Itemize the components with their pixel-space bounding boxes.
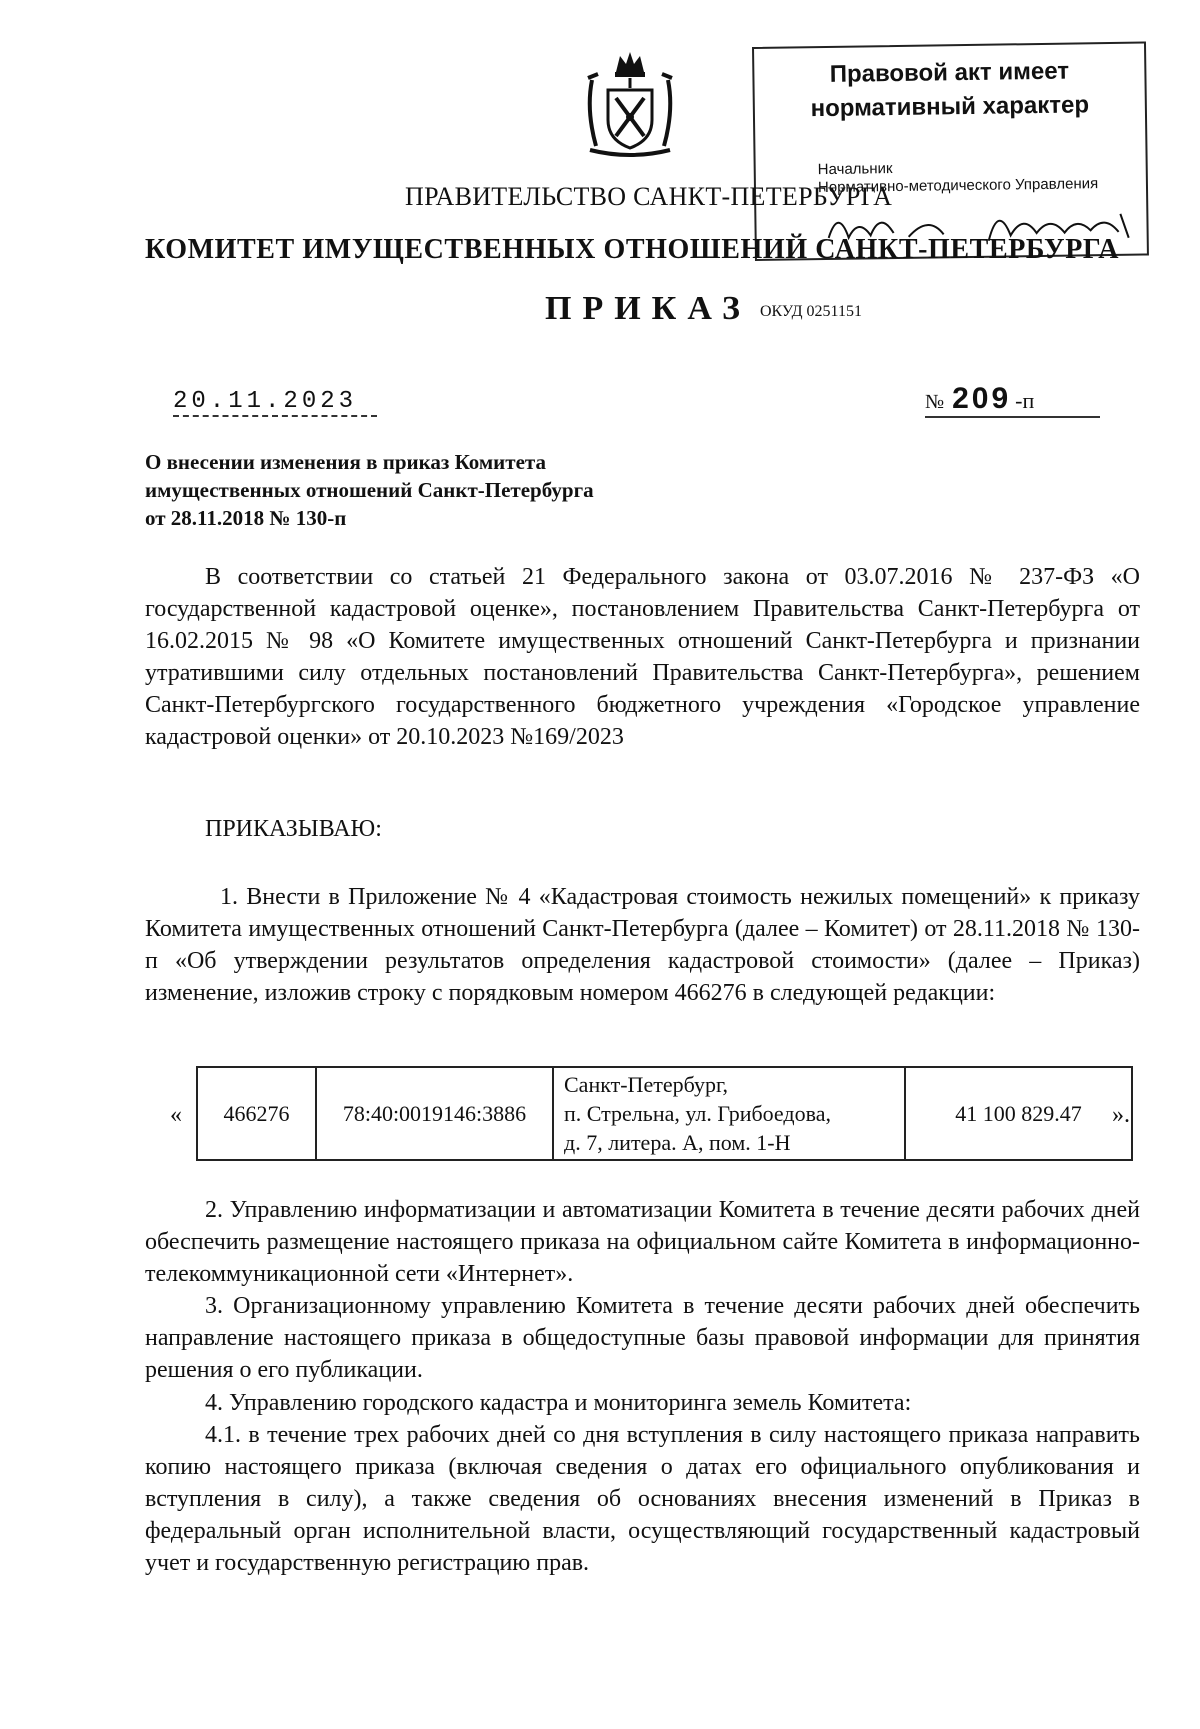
item-4-1-paragraph: 4.1. в течение трех рабочих дней со дня вступления в силу настоящего приказа направить копию настоящего приказа (включая сведения о датах его официального опубликования и вступления в силу), а также сведения об основаниях внесения изменений в Приказ в федеральный орган исполнительной власти, осуществляющий государственный кадастровый учет и государственную регистрацию прав. xyxy=(145,1422,1140,1576)
item-1-paragraph: 1. Внести в Приложение № 4 «Кадастровая стоимость нежилых помещений» к приказу Комитета имущественных отношений Санкт-Петербурга (далее – Комитет) от 28.11.2018 № 130-п «Об утверждении результатов определения кадастровой стоимости» (далее – Приказ) изменение, изложив строку с порядковым номером 466276 в следующей редакции: xyxy=(145,884,1140,1006)
item-2-paragraph: 2. Управлению информатизации и автоматизации Комитета в течение десяти рабочих дней обеспечить размещение настоящего приказа на официальном сайте Комитета в информационно-телекоммуникационной сети «Интернет». xyxy=(145,1197,1140,1287)
document-type-title: ПРИКАЗ xyxy=(545,290,751,327)
table-row xyxy=(197,1067,1132,1160)
number-suffix: -п xyxy=(1015,388,1035,413)
document-date: 20.11.2023 xyxy=(173,388,377,417)
stamp-title-line1: Правовой акт имеет xyxy=(829,57,1070,88)
subject-line2: имущественных отношений Санкт-Петербурга xyxy=(145,478,594,502)
table-quote-close: ». xyxy=(1112,1102,1130,1128)
normative-act-stamp xyxy=(752,41,1149,260)
cell-cadastral-number: 78:40:0019146:3886 xyxy=(316,1067,553,1160)
address-line1: Санкт-Петербург, xyxy=(564,1072,728,1097)
coat-of-arms-emblem xyxy=(582,50,678,158)
item-3-paragraph: 3. Организационному управлению Комитета в течение десяти рабочих дней обеспечить направление настоящего приказа в общедоступные базы правовой информации для принятия решения о его публикации. xyxy=(145,1293,1140,1383)
government-heading: ПРАВИТЕЛЬСТВО САНКТ-ПЕТЕРБУРГА xyxy=(405,182,893,211)
stamp-position-line1: Начальник xyxy=(817,160,893,179)
number-value: 209 xyxy=(952,382,1012,415)
address-line2: п. Стрельна, ул. Грибоедова, xyxy=(564,1101,831,1126)
order-word: ПРИКАЗЫВАЮ: xyxy=(205,816,382,842)
stamp-title xyxy=(754,54,1145,127)
preamble-paragraph: В соответствии со статьей 21 Федерального закона от 03.07.2016 № 237-ФЗ «О государственной кадастровой оценке», постановлением Правительства Санкт-Петербурга от 16.02.2015 № 98 «О Комитете имущественных отношений Санкт-Петербурга и признании утратившими силу отдельных постановлений Правительства Санкт-Петербурга», решением Санкт-Петербургского государственного бюджетного учреждения «Городское управление кадастровой оценки» от 20.10.2023 №169/2023 xyxy=(145,564,1140,750)
number-symbol: № xyxy=(925,391,945,413)
cadastral-value-table xyxy=(196,1066,1133,1161)
cell-row-number: 466276 xyxy=(197,1067,316,1160)
stamp-position-line2: Нормативно-методического Управления xyxy=(817,175,1099,197)
subject-line1: О внесении изменения в приказ Комитета xyxy=(145,450,546,474)
item-4-paragraph: 4. Управлению городского кадастра и мониторинга земель Комитета: xyxy=(205,1390,912,1416)
document-number xyxy=(925,382,1100,418)
okud-code: ОКУД 0251151 xyxy=(760,303,862,320)
committee-heading: КОМИТЕТ ИМУЩЕСТВЕННЫХ ОТНОШЕНИЙ САНКТ-ПЕТЕРБУРГА xyxy=(145,234,1120,265)
document-subject xyxy=(145,448,745,532)
stamp-title-line2: нормативный характер xyxy=(810,91,1090,123)
subject-line3: от 28.11.2018 № 130-п xyxy=(145,506,347,530)
table-quote-open: « xyxy=(170,1102,182,1128)
cell-cadastral-value: 41 100 829.47 xyxy=(905,1067,1132,1160)
address-line3: д. 7, литера. А, пом. 1-Н xyxy=(564,1130,791,1155)
cell-address xyxy=(553,1067,905,1160)
coat-of-arms-icon xyxy=(582,50,678,158)
